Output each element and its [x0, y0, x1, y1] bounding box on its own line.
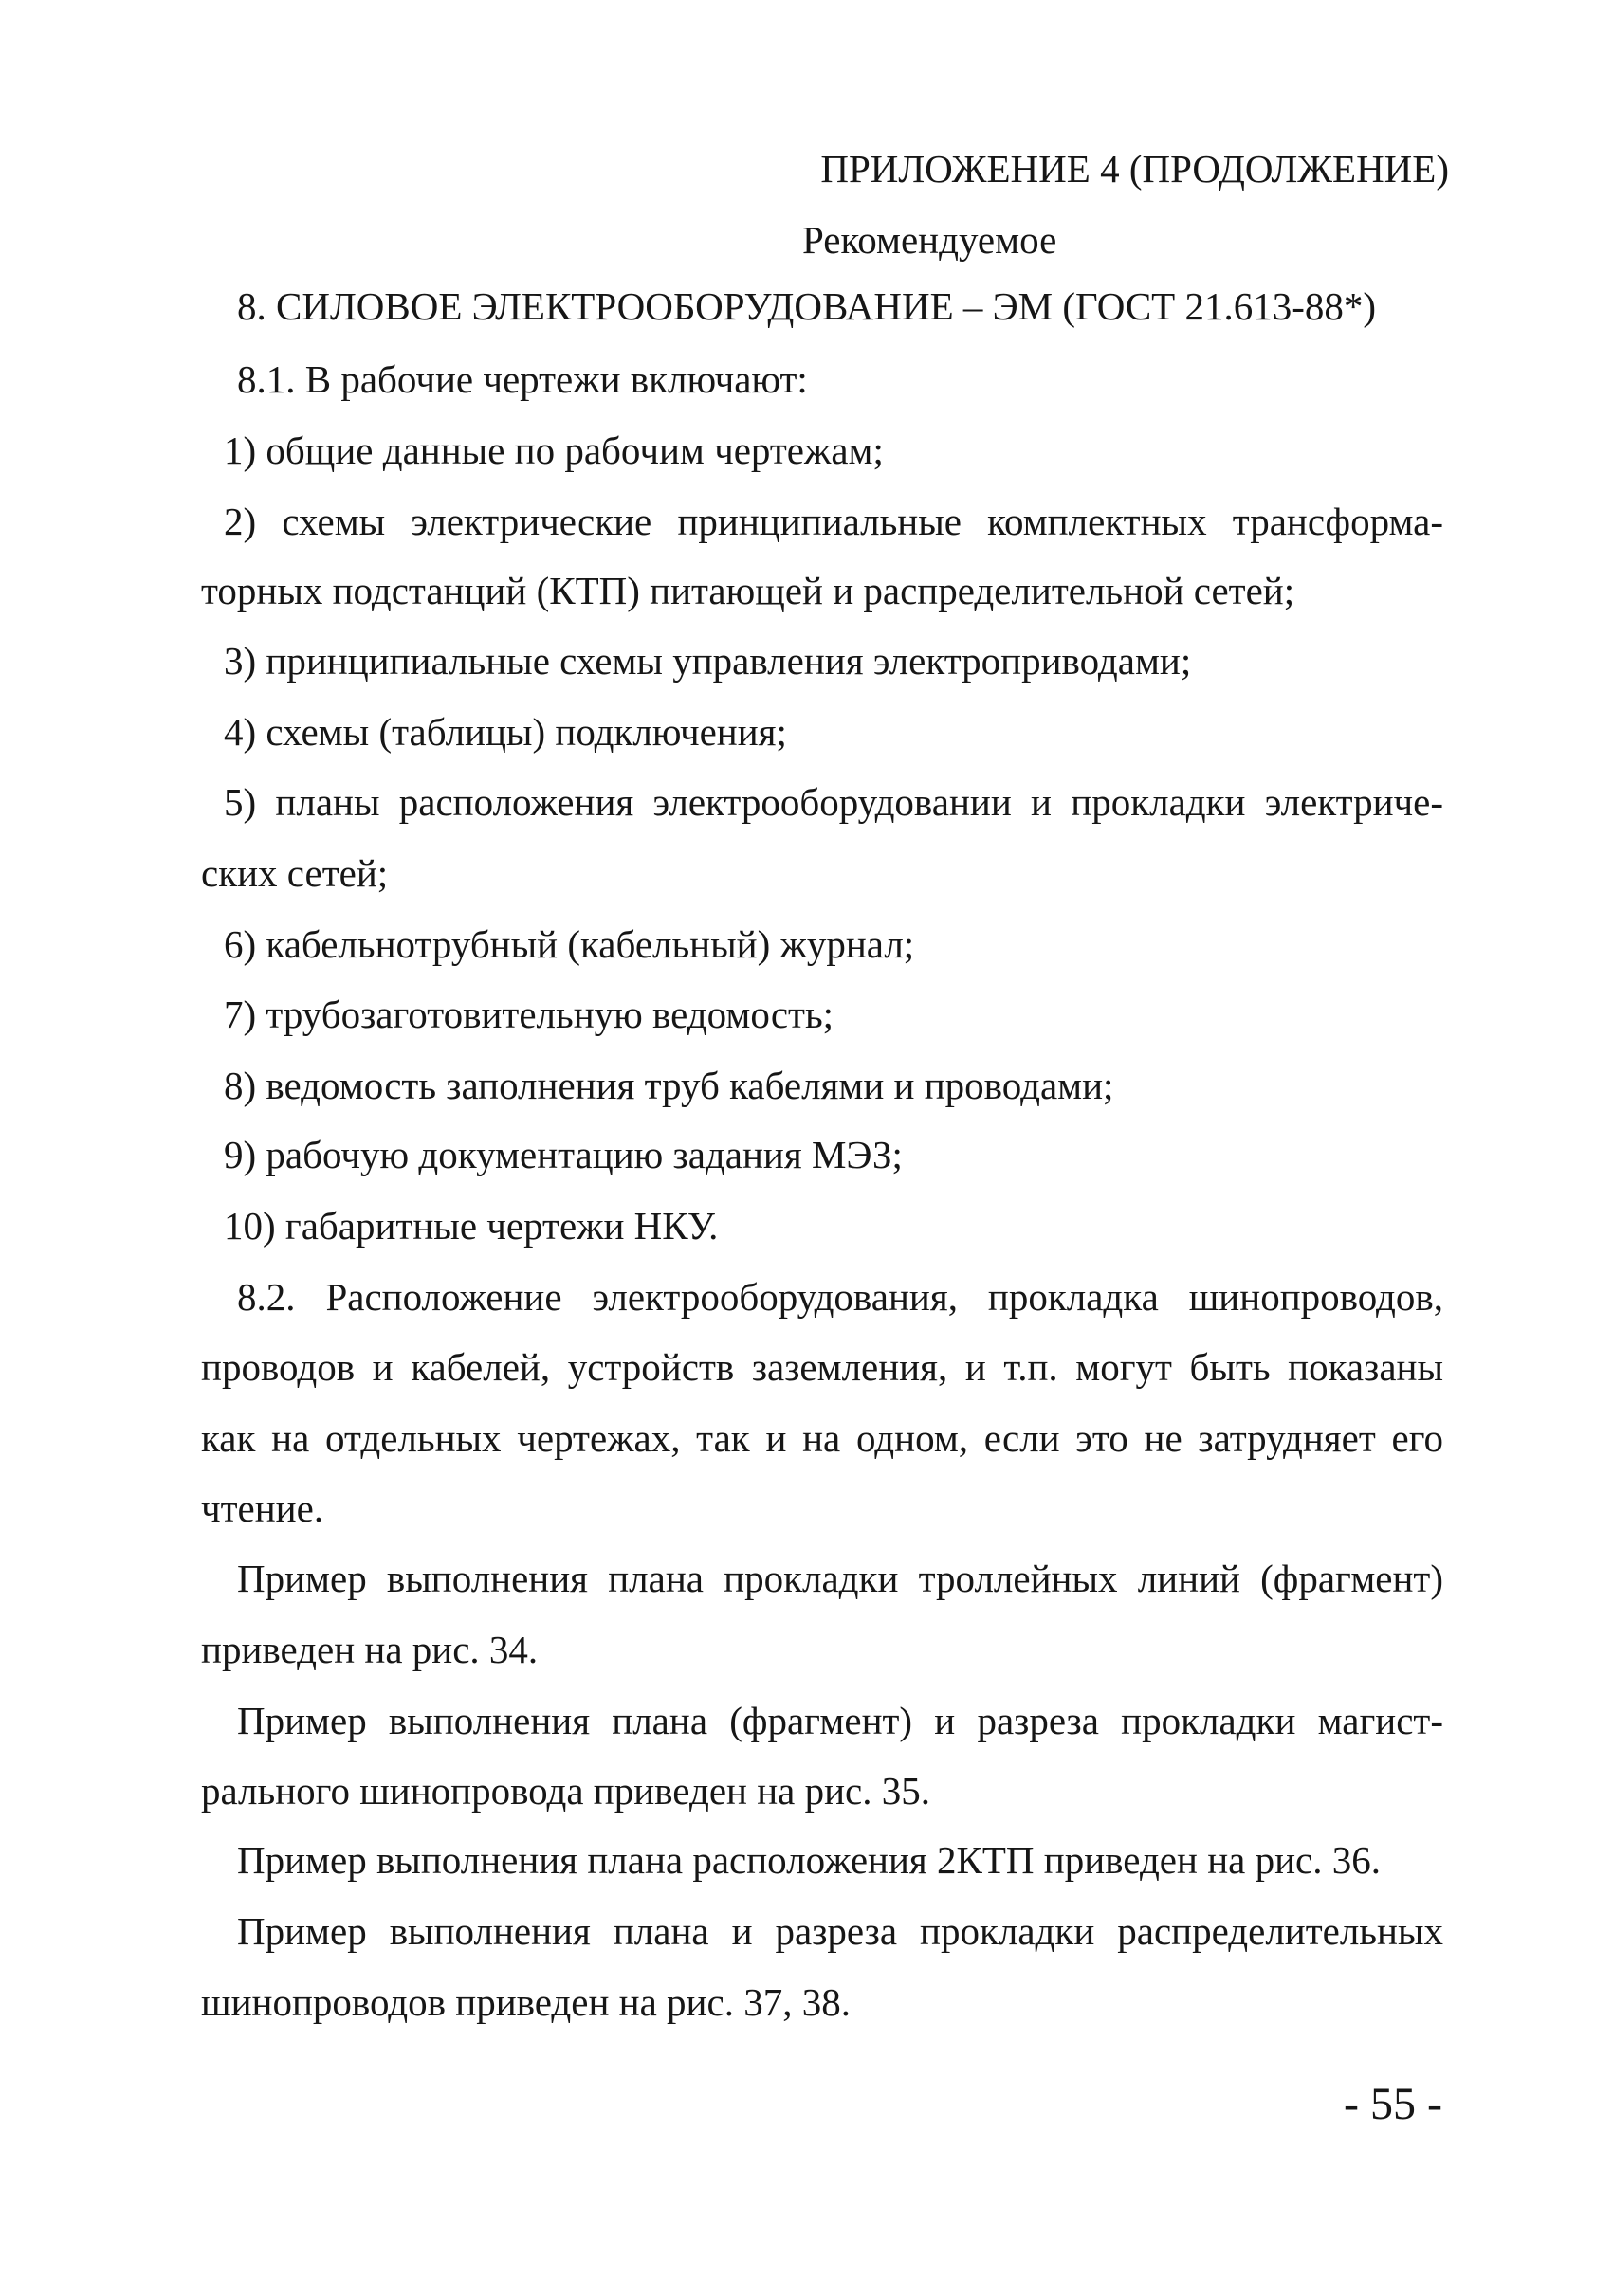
- list-item-3: 3) принципиальные схемы управления электроприводами;: [224, 639, 1192, 683]
- clause-8-2-line-3: как на отдельных чертежах, так и на одном, если это не затрудняет его: [201, 1416, 1443, 1460]
- page-number: - 55 -: [1344, 2079, 1442, 2129]
- list-item-6: 6) кабельнотрубный (кабельный) журнал;: [224, 922, 915, 966]
- appendix-heading: ПРИЛОЖЕНИЕ 4 (ПРОДОЛЖЕНИЕ): [820, 147, 1449, 191]
- list-item-5-line-1: 5) планы расположения электрооборудовании и прокладки электриче-: [224, 780, 1443, 824]
- list-item-10: 10) габаритные чертежи НКУ.: [224, 1204, 719, 1248]
- example-2-line-1: Пример выполнения плана (фрагмент) и разреза прокладки магист-: [237, 1699, 1443, 1742]
- list-item-9: 9) рабочую документацию задания МЭЗ;: [224, 1133, 903, 1176]
- list-item-4: 4) схемы (таблицы) подключения;: [224, 710, 787, 754]
- list-item-2-line-1: 2) схемы электрические принципиальные комплектных трансформа-: [224, 500, 1443, 543]
- clause-8-1-intro: 8.1. В рабочие чертежи включают:: [237, 357, 808, 401]
- list-item-5-line-2: ских сетей;: [201, 851, 389, 895]
- example-1-line-2: приведен на рис. 34.: [201, 1628, 539, 1671]
- list-item-2-line-2: торных подстанций (КТП) питающей и распределительной сетей;: [201, 569, 1295, 612]
- clause-8-2-line-4: чтение.: [201, 1486, 324, 1530]
- list-item-1: 1) общие данные по рабочим чертежам;: [224, 428, 884, 472]
- list-item-7: 7) трубозаготовительную ведомость;: [224, 993, 834, 1036]
- section-title: 8. СИЛОВОЕ ЭЛЕКТРООБОРУДОВАНИЕ – ЭМ (ГОСТ 21.613-88*): [237, 284, 1377, 328]
- clause-8-2-line-2: проводов и кабелей, устройств заземления, и т.п. могут быть показаны: [201, 1345, 1443, 1389]
- clause-8-2-line-1: 8.2. Расположение электрооборудования, прокладка шинопроводов,: [237, 1275, 1443, 1319]
- example-4-line-2: шинопроводов приведен на рис. 37, 38.: [201, 1980, 851, 2024]
- example-4-line-1: Пример выполнения плана и разреза прокладки распределительных: [237, 1909, 1443, 1953]
- example-2-line-2: рального шинопровода приведен на рис. 35.: [201, 1769, 930, 1813]
- list-item-8: 8) ведомость заполнения труб кабелями и проводами;: [224, 1064, 1114, 1107]
- appendix-status: Рекомендуемое: [802, 218, 1057, 262]
- example-3: Пример выполнения плана расположения 2КТП приведен на рис. 36.: [237, 1838, 1381, 1882]
- example-1-line-1: Пример выполнения плана прокладки троллейных линий (фрагмент): [237, 1557, 1443, 1600]
